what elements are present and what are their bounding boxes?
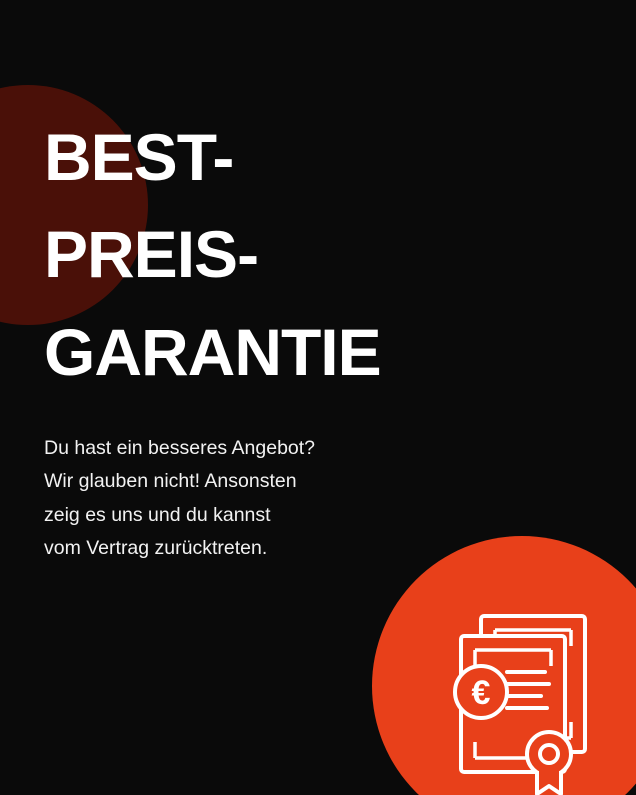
body-line-4: vom Vertrag zurücktreten. [44, 537, 268, 560]
poster-content [0, 122, 636, 566]
headline-line-1: BEST- [44, 120, 234, 194]
poster-body-text [44, 432, 592, 566]
euro-certificate-badge-icon [445, 610, 605, 795]
body-line-1: Du hast ein besseres Angebot? [44, 436, 316, 459]
svg-text:€: € [471, 674, 491, 712]
page-title [44, 122, 592, 388]
headline-line-3: GARANTIE [44, 314, 381, 389]
body-line-2: Wir glauben nicht! Ansonsten [44, 470, 297, 493]
body-line-3: zeig es uns und du kannst [44, 503, 271, 526]
headline-line-2: PREIS- [44, 217, 259, 292]
